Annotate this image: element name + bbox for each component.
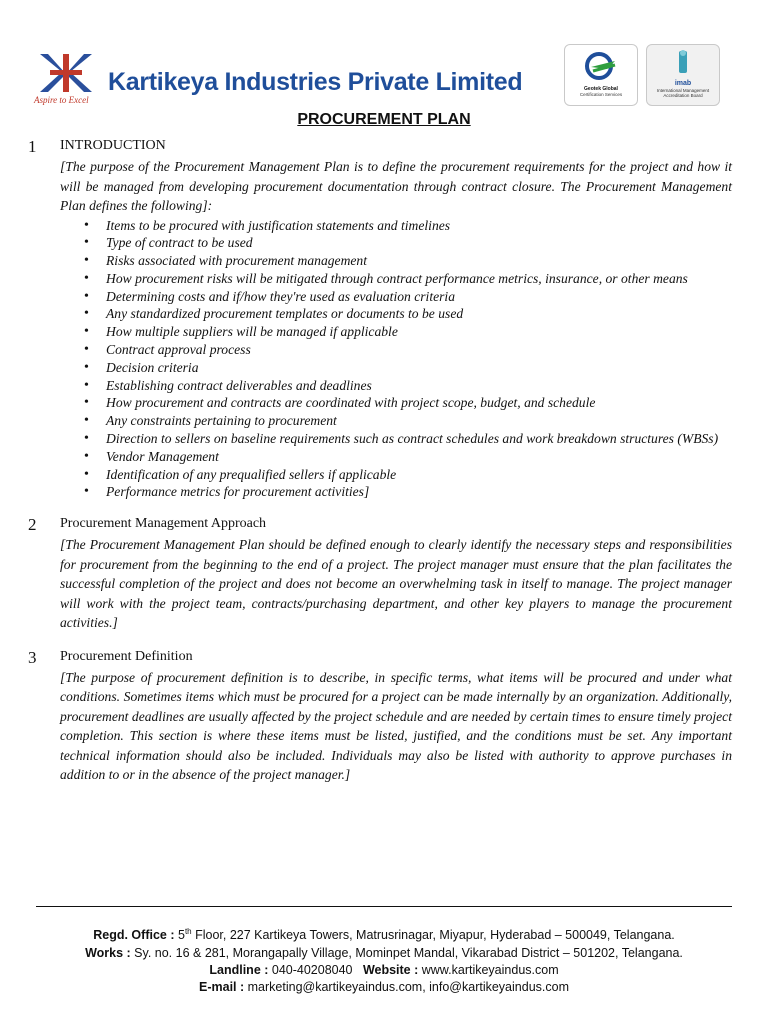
company-tagline: Aspire to Excel	[34, 95, 89, 105]
website-label: Website :	[362, 962, 419, 977]
list-item: • How multiple suppliers will be managed if applicable	[60, 323, 732, 341]
footer-divider	[36, 906, 732, 907]
list-item: • Type of contract to be used	[60, 234, 732, 252]
cert1-name: Geotek Global	[584, 86, 618, 92]
section-introduction	[24, 137, 732, 501]
list-item: • Vendor Management	[60, 448, 732, 466]
list-item: • Contract approval process	[60, 341, 732, 359]
cert2-mark: imab	[674, 80, 692, 87]
list-item: • Determining costs and if/how they're used as evaluation criteria	[60, 288, 732, 306]
list-item: • Decision criteria	[60, 359, 732, 377]
company-name: Kartikeya Industries Private Limited	[108, 68, 523, 96]
regd-office-floor: 5	[177, 928, 185, 943]
footer-email	[0, 979, 768, 996]
section-paragraph: [The Procurement Management Plan should be defined enough to clearly identify the necessary steps and responsibilities for procurement from the beginning to the end of a project. The project manager must ensure that the plan facilitates the successful completion of the project and does not become an overwhelming task in itself to manage. The project manager will work with the project team, contracts/purchasing department, and other key players to manage the procurement activities.]	[60, 537, 732, 631]
section-number: 2	[28, 515, 37, 535]
section-title: Procurement Definition	[60, 648, 193, 664]
imab-logo-icon	[663, 49, 703, 75]
footer-contact	[0, 923, 768, 997]
email-label: E-mail :	[199, 980, 245, 995]
list-item: • How procurement risks will be mitigated through contract performance metrics, insurance, or other means	[60, 270, 732, 288]
section-procurement-definition	[24, 648, 732, 785]
document-title: PROCUREMENT PLAN	[297, 111, 471, 128]
list-item: • Identification of any prequalified sellers if applicable	[60, 466, 732, 484]
company-logo-icon	[36, 52, 96, 94]
footer-registered-office	[0, 923, 768, 945]
regd-office-floor-suffix: th	[184, 927, 192, 936]
works-label: Works :	[85, 945, 131, 960]
certification-badge-imab	[646, 44, 720, 106]
cert2-subtitle: International Management Accreditation Board	[656, 88, 710, 98]
section-paragraph: [The purpose of procurement definition is to describe, in specific terms, what items will be procured and under what conditions. Sometimes items which must be procured for a project can be made internally by an organization. Additionally, procurement deadlines are usually affected by the project schedule and are needed by certain times to ensure timely project completion. This section is where these items must be listed, justified, and the conditions must be set. Any important technical information should also be included. Individuals may also be listed with authority to approve purchases in addition to or in the absence of the project manager.]	[60, 669, 732, 783]
geotek-logo-icon	[581, 51, 621, 81]
landline-value: 040-40208040	[268, 962, 353, 977]
section-number: 1	[28, 137, 37, 156]
list-item: • Establishing contract deliverables and deadlines	[60, 377, 732, 395]
list-item: • Direction to sellers on baseline requirements such as contract schedules and work breakdown structures (WBSs)	[60, 430, 732, 448]
list-item: • How procurement and contracts are coordinated with project scope, budget, and schedule	[60, 394, 732, 412]
section-title: INTRODUCTION	[60, 138, 166, 153]
section-title: Procurement Management Approach	[60, 516, 267, 532]
section-paragraph: [The purpose of the Procurement Management Plan is to define the procurement requirements for the project and how it will be managed from developing procurement documentation through contract closure. The Procurement Management Plan defines the following]:	[60, 159, 732, 213]
section-number: 3	[28, 647, 37, 667]
footer-phone-web	[0, 962, 768, 979]
document-body	[24, 137, 732, 785]
list-item: • Any constraints pertaining to procurement	[60, 412, 732, 430]
list-item: • Risks associated with procurement management	[60, 252, 732, 270]
website-link[interactable]: www.kartikeyaindus.com	[418, 962, 559, 977]
section-procurement-management-approach	[24, 515, 732, 633]
cert1-subtitle: Certification Services	[579, 92, 623, 97]
list-item: • Any standardized procurement templates or documents to be used	[60, 305, 732, 323]
footer-works	[0, 945, 768, 962]
landline-label: Landline :	[209, 962, 269, 977]
certification-badge-geotek	[564, 44, 638, 106]
letterhead	[0, 0, 768, 110]
email-links[interactable]: marketing@kartikeyaindus.com, info@kartikeyaindus.com	[244, 980, 569, 995]
bullet-list	[60, 217, 732, 502]
works-address: Sy. no. 16 & 281, Morangapally Village, Mominpet Mandal, Vikarabad District – 501202, Telangana.	[130, 945, 683, 960]
list-item: • Performance metrics for procurement activities]	[60, 483, 732, 501]
regd-office-address: Floor, 227 Kartikeya Towers, Matrusrinagar, Miyapur, Hyderabad – 500049, Telangana.	[191, 928, 675, 943]
regd-office-label: Regd. Office :	[93, 928, 175, 943]
list-item: • Items to be procured with justification statements and timelines	[60, 217, 732, 235]
